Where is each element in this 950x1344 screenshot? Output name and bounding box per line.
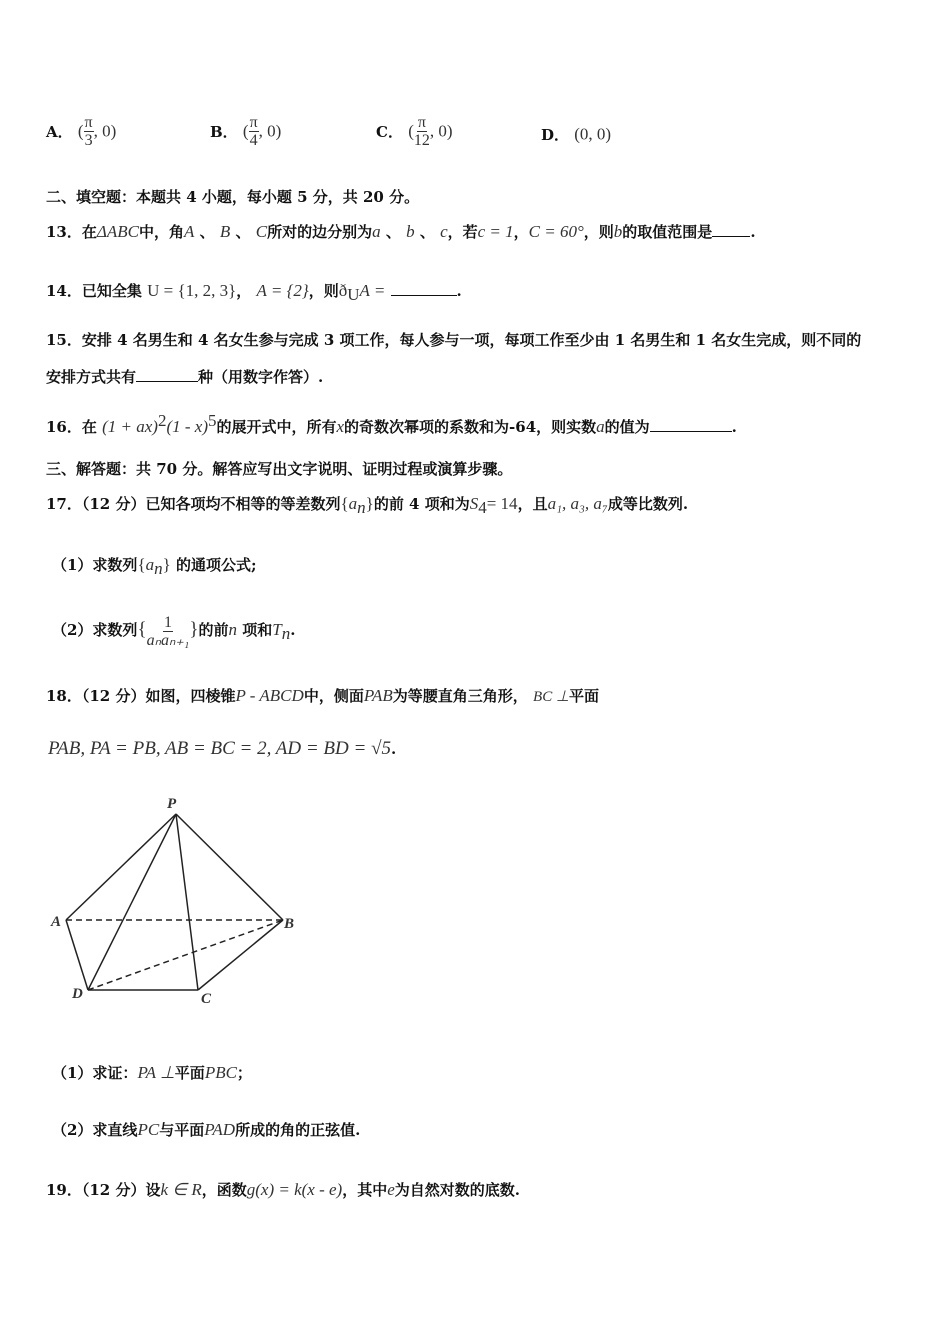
edge-cb bbox=[198, 920, 283, 990]
vertex-label-c: C bbox=[201, 991, 212, 1007]
question-17-part-1: （1）求数列$\{a_n\}$ 的通项公式; bbox=[52, 555, 257, 578]
question-18-conditions: PAB, PA = PB, AB = BC = 2, AD = BD = √5. bbox=[48, 738, 397, 759]
option-d-label: D． bbox=[541, 126, 570, 144]
question-17-part-2: （2）求数列{ $\frac{1}{\text{aₙaₙ₊₁}}$ }的前n 项和$T_n$. bbox=[52, 613, 296, 649]
question-16: 16．在 (1 + ax)$^2$(1 - x)$^5$的展开式中，所有x的奇数次幂项的系数和为-64，则实数a的值为 . bbox=[46, 411, 737, 436]
section-2-heading: 二、填空题：本题共 4 小题，每小题 5 分，共 20 分。 bbox=[46, 188, 420, 206]
answer-blank-13[interactable] bbox=[712, 222, 750, 237]
option-c-label: C． bbox=[376, 123, 403, 141]
option-d: D． (0, 0) bbox=[541, 124, 612, 144]
edge-ad bbox=[66, 920, 88, 990]
answer-blank-16[interactable] bbox=[650, 417, 732, 432]
question-18-part-1: （1）求证：PA ⊥平面PBC； bbox=[52, 1063, 252, 1082]
vertex-label-a: A bbox=[51, 914, 62, 930]
question-18: 18．（12 分）如图，四棱锥P - ABCD中，侧面PAB为等腰直角三角形， BC ⊥平面 bbox=[46, 686, 600, 705]
fraction-pi-4: $\frac{\pi}{4}$ bbox=[249, 114, 258, 149]
edge-pa bbox=[66, 814, 176, 920]
question-18-part-2: （2）求直线PC与平面PAD所成的角的正弦值. bbox=[52, 1120, 361, 1139]
edge-pd bbox=[88, 814, 176, 990]
pyramid-figure bbox=[46, 790, 316, 1020]
answer-blank-14[interactable] bbox=[391, 281, 457, 296]
section-3-heading: 三、解答题：共 70 分。解答应写出文字说明、证明过程或演算步骤。 bbox=[46, 460, 513, 478]
option-a: A． ( $\frac{\pi}{3}$ , 0) bbox=[46, 114, 117, 149]
vertex-label-b: B bbox=[284, 916, 295, 932]
option-a-label: A． bbox=[46, 123, 73, 141]
question-15-line-2: 安排方式共有 种（用数字作答）. bbox=[46, 368, 324, 386]
answer-blank-15[interactable] bbox=[136, 367, 198, 382]
option-b-label: B． bbox=[210, 123, 238, 141]
question-19: 19．（12 分）设k ∈ R，函数g(x) = k(x - e)，其中e为自然对数的底数. bbox=[46, 1180, 521, 1199]
fraction-pi-12: $\frac{\pi}{12}$ bbox=[413, 114, 430, 149]
question-14: 14．已知全集 U = {1, 2, 3}， A = {2}，则$ð_UA$ = . bbox=[46, 281, 462, 304]
option-b: B． ( $\frac{\pi}{4}$ , 0) bbox=[210, 114, 282, 149]
vertex-label-d: D bbox=[72, 986, 83, 1002]
fraction-pi-3: $\frac{\pi}{3}$ bbox=[84, 114, 93, 149]
vertex-label-p: P bbox=[167, 796, 177, 812]
fraction-1-over-an-an1: $\frac{1}{\text{aₙaₙ₊₁}}$ bbox=[146, 613, 190, 649]
question-17: 17．（12 分）已知各项均不相等的等差数列$\{a_n\}$的前 4 项和为$S_4= 14$，且a₁, a₃, a₇成等比数列. bbox=[46, 494, 689, 517]
question-13: 13．在ΔABC中，角A 、 B 、 C所对的边分别为a 、 b 、 c，若c = 1，C = 60°，则b的取值范围是 . bbox=[46, 222, 756, 241]
edge-pb bbox=[176, 814, 283, 920]
option-c: C． ( $\frac{\pi}{12}$ , 0) bbox=[376, 114, 453, 149]
question-15-line-1: 15．安排 4 名男生和 4 名女生参与完成 3 项工作，每人参与一项，每项工作至少由 1 名男生和 1 名女生完成，则不同的 bbox=[46, 331, 862, 349]
edge-pc bbox=[176, 814, 198, 990]
